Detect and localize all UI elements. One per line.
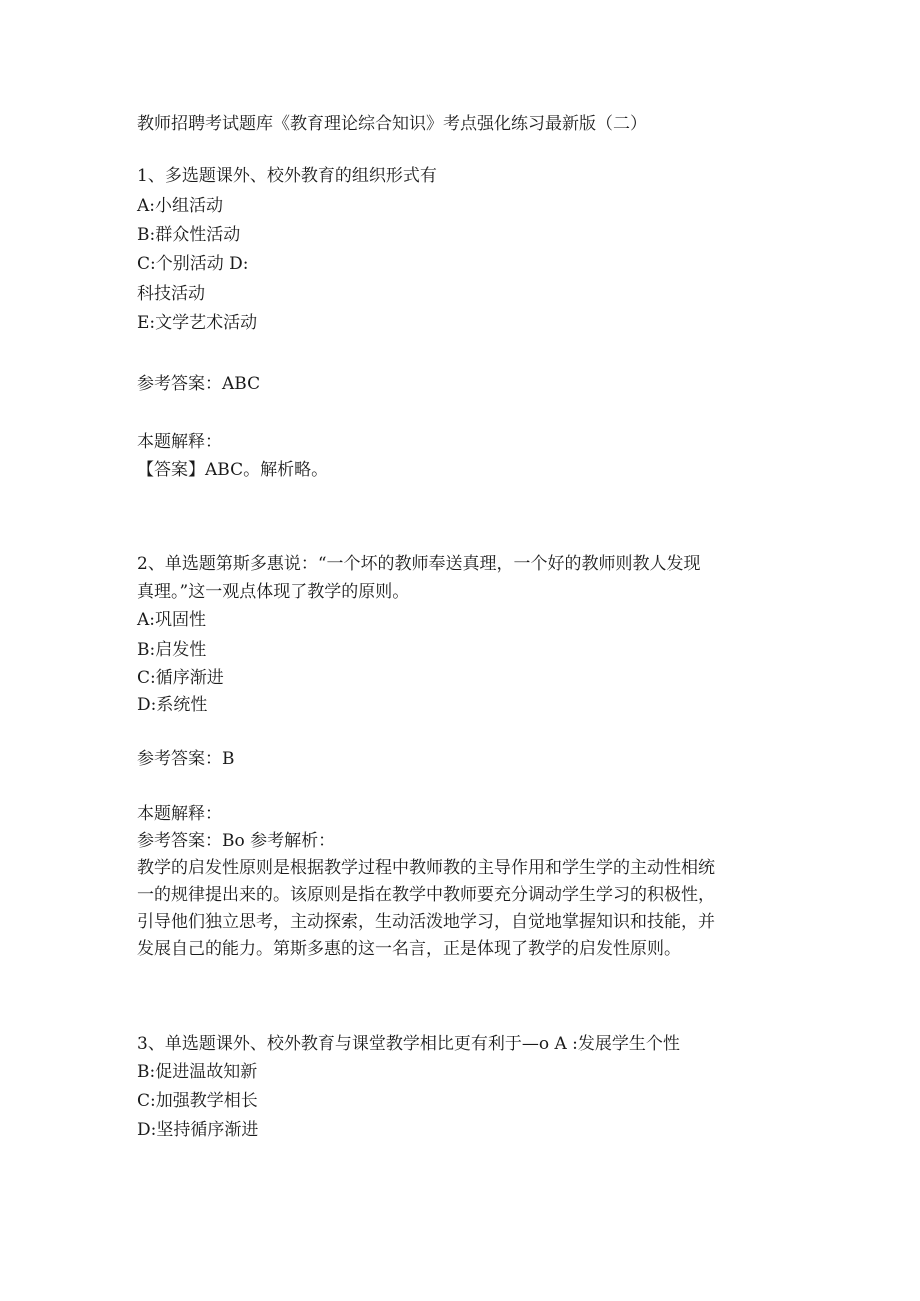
q2-option-c: C:循序渐进 — [137, 668, 224, 688]
q2-stem-line2: 真理。”这一观点体现了教学的原则。 — [137, 582, 410, 602]
q1-option-c: C:个别活动 D: — [137, 254, 249, 274]
q3-option-b: B:促进温故知新 — [137, 1062, 258, 1082]
q1-option-b: B:群众性活动 — [137, 225, 241, 245]
q1-analysis-label: 本题解释： — [137, 432, 222, 452]
q2-option-a: A:巩固性 — [137, 610, 207, 630]
q2-analysis-head: 参考答案：Bo 参考解析： — [137, 831, 336, 851]
q2-analysis-line1: 教学的启发性原则是根据教学过程中教师教的主导作用和学生学的主动性相统 — [137, 858, 715, 878]
q1-stem: 1、多选题课外、校外教育的组织形式有 — [137, 166, 437, 186]
q1-option-e: E:文学艺术活动 — [137, 313, 258, 333]
q1-analysis: 【答案】ABC。解析略。 — [137, 460, 329, 480]
q2-analysis-line3: 引导他们独立思考，主动探索，生动活泼地学习，自觉地掌握知识和技能，并 — [137, 912, 715, 932]
q1-answer: 参考答案：ABC — [137, 374, 261, 394]
q3-option-d: D:坚持循序渐进 — [137, 1120, 259, 1140]
q1-option-d: 科技活动 — [137, 284, 205, 304]
q3-stem: 3、单选题课外、校外教育与课堂教学相比更有利于—o A :发展学生个性 — [137, 1034, 680, 1054]
q2-answer: 参考答案：B — [137, 749, 235, 769]
q2-stem-line1: 2、单选题第斯多惠说：“一个坏的教师奉送真理，一个好的教师则教人发现 — [137, 554, 701, 574]
q2-analysis-line4: 发展自己的能力。第斯多惠的这一名言，正是体现了教学的启发性原则。 — [137, 939, 681, 959]
q2-analysis-line2: 一的规律提出来的。该原则是指在教学中教师要充分调动学生学习的积极性， — [137, 885, 715, 905]
document-title: 教师招聘考试题库《教育理论综合知识》考点强化练习最新版（二） — [137, 114, 647, 134]
q3-option-c: C:加强教学相长 — [137, 1091, 258, 1111]
q2-option-b: B:启发性 — [137, 640, 207, 660]
q1-option-a: A:小组活动 — [137, 196, 224, 216]
q2-option-d: D:系统性 — [137, 695, 208, 715]
q2-analysis-label: 本题解释： — [137, 804, 222, 824]
